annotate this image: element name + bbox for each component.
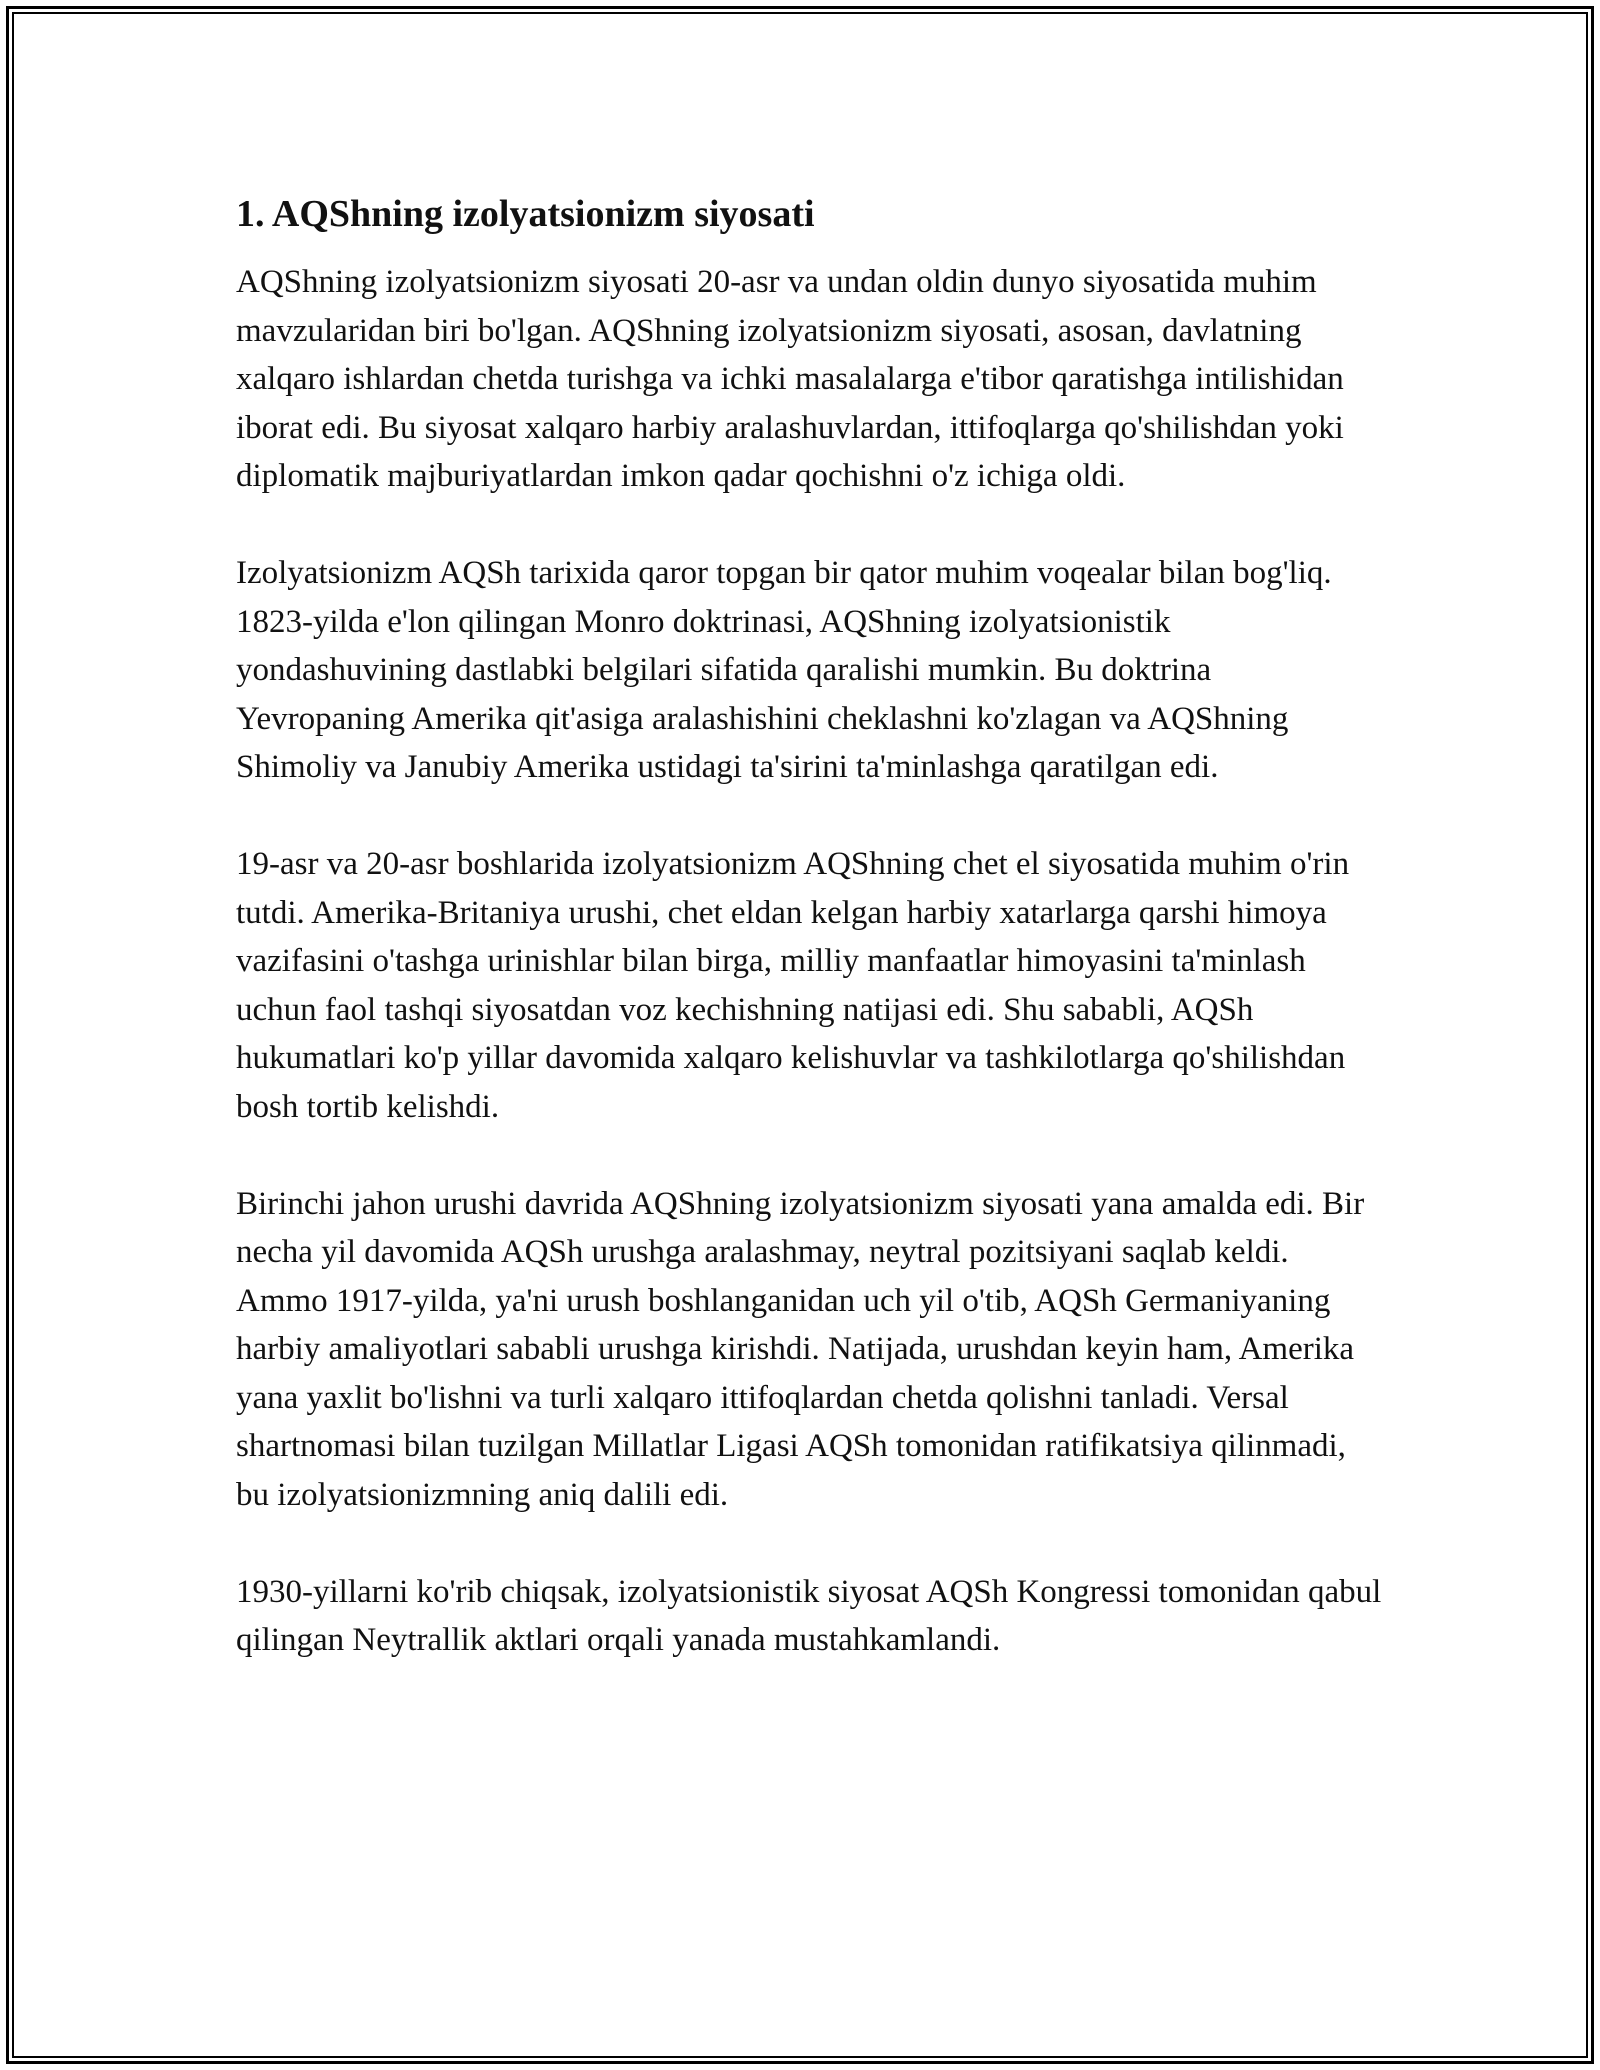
paragraph-5: 1930-yillarni ko'rib chiqsak, izolyatsionistik siyosat AQSh Kongressi tomonidan qabul qilingan Neytrallik aktlari orqali yanada mustahkamlandi. (236, 1573, 1382, 1658)
document-body (236, 184, 1386, 1713)
paragraph-4: Birinchi jahon urushi davrida AQShning izolyatsionizm siyosati yana amalda edi. Bir necha yil davomida AQSh urushga aralashmay, neytral pozitsiyani saqlab keldi. Ammo 1917-yilda, ya'ni urush boshlanganidan uch yil o'tib, AQSh Germaniyaning harbiy amaliyotlari sababli urushga kirishdi. Natijada, urushdan keyin ham, Amerika yana yaxlit bo'lishni va turli xalqaro ittifoqlardan chetda qolishni tanladi. Versal shartnomasi bilan tuzilgan Millatlar Ligasi AQSh tomonidan ratifikatsiya qilinmadi, bu izolyatsionizmning aniq dalili edi. (236, 1185, 1365, 1513)
paragraph-3: 19-asr va 20-asr boshlarida izolyatsionizm AQShning chet el siyosatida muhim o'rin tutdi. Amerika-Britaniya urushi, chet eldan kelgan harbiy xatarlarga qarshi himoya vazifasini o'tashga urinishlar bilan birga, milliy manfaatlar himoyasini ta'minlash uchun faol tashqi siyosatdan voz kechishning natijasi edi. Shu sababli, AQSh hukumatlari ko'p yillar davomida xalqaro kelishuvlar va tashkilotlarga qo'shilishdan bosh tortib kelishdi. (236, 846, 1350, 1125)
section-heading: 1. AQShning izolyatsionizm siyosati (236, 193, 815, 235)
paragraph-1: AQShning izolyatsionizm siyosati 20-asr va undan oldin dunyo siyosatida muhim mavzularidan biri bo'lgan. AQShning izolyatsionizm siyosati, asosan, davlatning xalqaro ishlardan chetda turishga va ichki masalalarga e'tibor qaratishga intilishidan iborat edi. Bu siyosat xalqaro harbiy aralashuvlardan, ittifoqlarga qo'shilishdan yoki diplomatik majburiyatlardan imkon qadar qochishni o'z ichiga oldi. (236, 264, 1344, 494)
paragraph-2: Izolyatsionizm AQSh tarixida qaror topgan bir qator muhim voqealar bilan bog'liq. 1823-yilda e'lon qilingan Monro doktrinasi, AQShning izolyatsionistik yondashuvining dastlabki belgilari sifatida qaralishi mumkin. Bu doktrina Yevropaning Amerika qit'asiga aralashishini cheklashni ko'zlagan va AQShning Shimoliy va Janubiy Amerika ustidagi ta'sirini ta'minlashga qaratilgan edi. (236, 555, 1332, 785)
